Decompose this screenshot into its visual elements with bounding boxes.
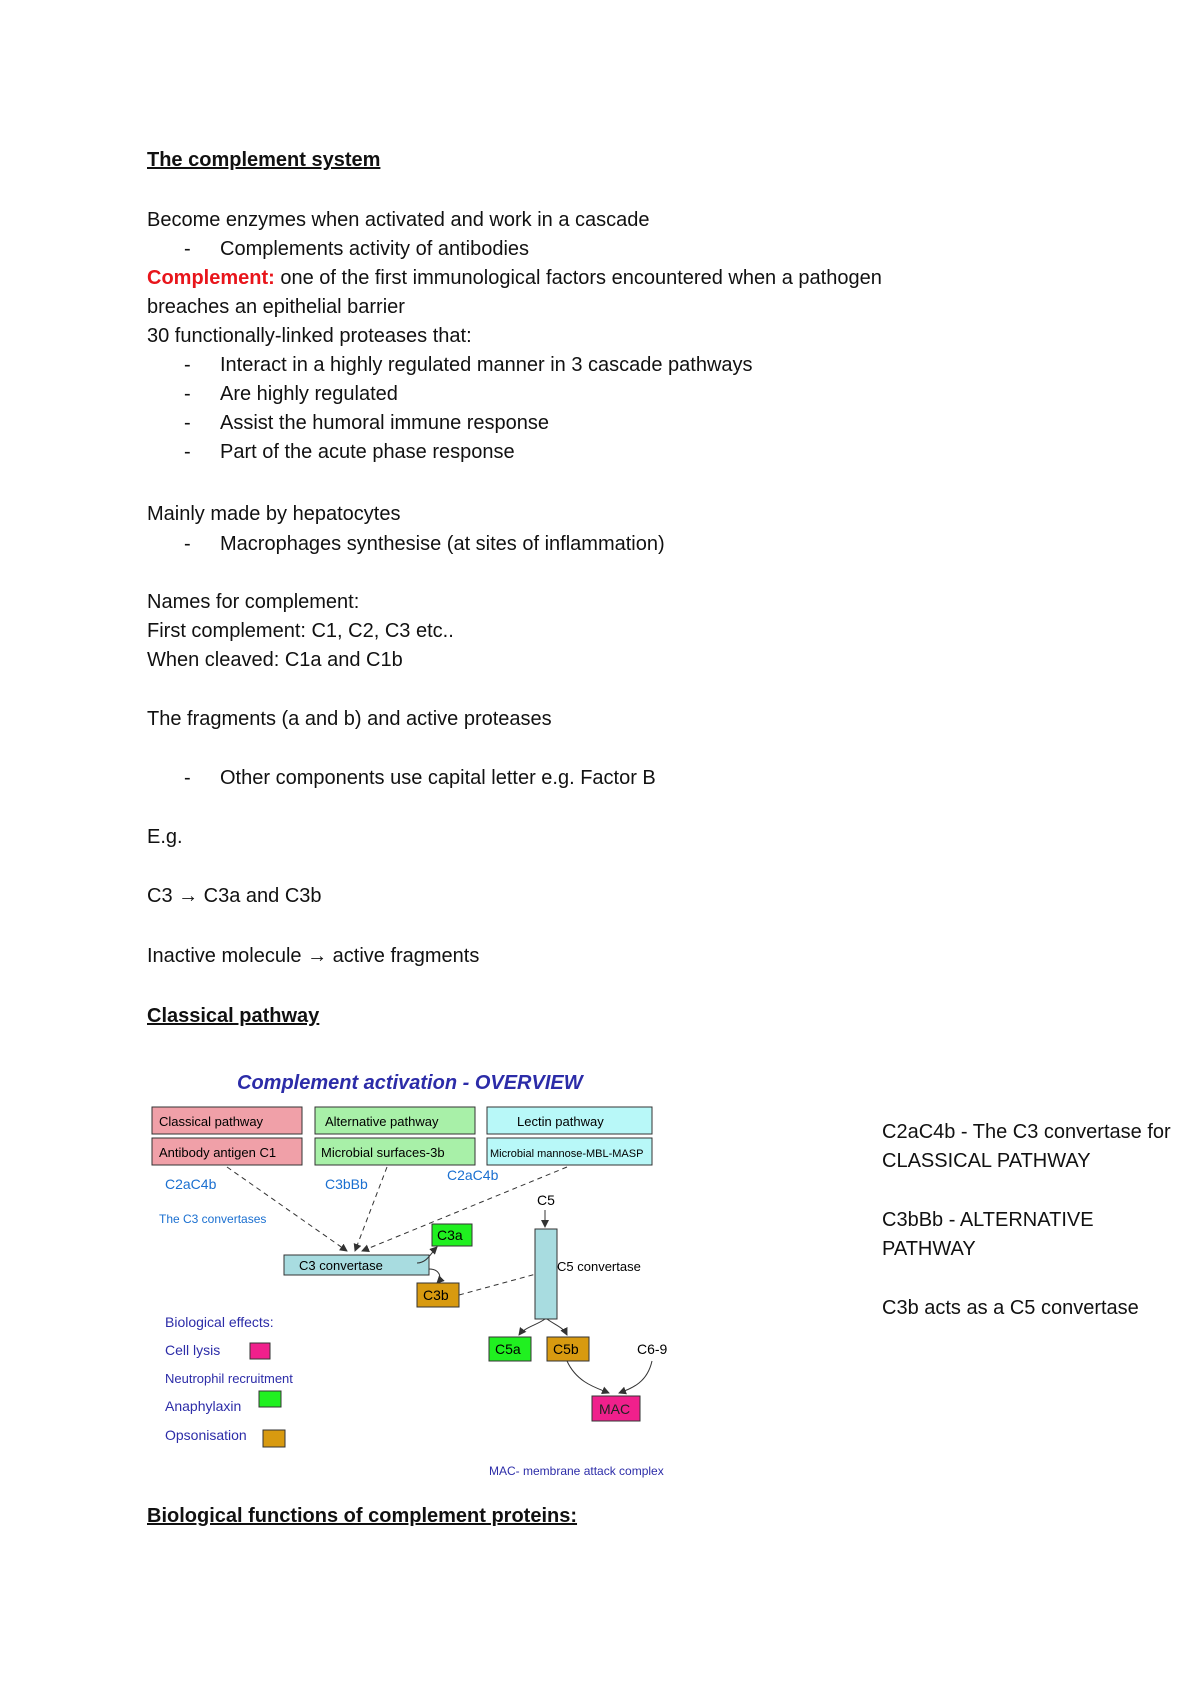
inactive-line: Inactive molecule → active fragments bbox=[147, 945, 480, 967]
names-line: Names for complement: bbox=[147, 591, 360, 613]
side-note-2: C3bBb - ALTERNATIVE PATHWAY bbox=[882, 1209, 1094, 1260]
classical-heading: Classical pathway bbox=[147, 1005, 320, 1027]
definition-line: Complement: one of the first immunological factors encountered when a pathogen bbox=[147, 267, 882, 289]
anaphylaxin-label: Anaphylaxin bbox=[165, 1398, 242, 1414]
side-note-3: C3b acts as a C5 convertase bbox=[882, 1297, 1139, 1319]
names-line: When cleaved: C1a and C1b bbox=[147, 649, 403, 671]
diagram-title: Complement activation - OVERVIEW bbox=[237, 1072, 583, 1094]
functions-heading: Biological functions of complement proteins: bbox=[147, 1505, 578, 1527]
c3-convertases-note: The C3 convertases bbox=[159, 1212, 267, 1226]
opsonisation-swatch bbox=[263, 1430, 285, 1447]
complement-overview-diagram bbox=[147, 1063, 717, 1483]
definition-line-2: breaches an epithelial barrier bbox=[147, 296, 405, 318]
alternative-label: Alternative pathway bbox=[325, 1114, 439, 1129]
classical-label: Classical pathway bbox=[159, 1114, 264, 1129]
c5-convertase-bar bbox=[535, 1229, 557, 1319]
c5a-label: C5a bbox=[495, 1341, 521, 1357]
c2ac4b-right-label: C2aC4b bbox=[447, 1167, 499, 1183]
c6-9-label: C6-9 bbox=[637, 1341, 668, 1357]
names-line: The fragments (a and b) and active proteases bbox=[147, 708, 552, 730]
names-line: First complement: C1, C2, C3 etc.. bbox=[147, 620, 454, 642]
neutrophil-label: Neutrophil recruitment bbox=[165, 1371, 293, 1386]
microbial-label: Microbial surfaces-3b bbox=[321, 1145, 445, 1160]
neutrophil-swatch bbox=[259, 1391, 281, 1407]
lectin-label: Lectin pathway bbox=[517, 1114, 604, 1129]
c5b-label: C5b bbox=[553, 1341, 579, 1357]
c3bbb-label: C3bBb bbox=[325, 1176, 368, 1192]
mac-note: MAC- membrane attack complex bbox=[489, 1464, 664, 1478]
made-line: Mainly made by hepatocytes bbox=[147, 503, 401, 525]
antibody-label: Antibody antigen C1 bbox=[159, 1145, 277, 1160]
definition-term: Complement: bbox=[147, 267, 275, 289]
mannose-label: Microbial mannose-MBL-MASP bbox=[490, 1148, 644, 1160]
proteases-line: 30 functionally-linked proteases that: bbox=[147, 325, 472, 347]
mac-label: MAC bbox=[599, 1401, 631, 1417]
c2ac4b-left-label: C2aC4b bbox=[165, 1176, 217, 1192]
c5-label: C5 bbox=[537, 1192, 555, 1208]
c3b-label: C3b bbox=[423, 1287, 449, 1303]
bio-effects-label: Biological effects: bbox=[165, 1314, 274, 1330]
cell-lysis-swatch bbox=[250, 1343, 270, 1359]
page-title: The complement system bbox=[147, 149, 381, 171]
c3-convertase-label: C3 convertase bbox=[299, 1258, 383, 1273]
intro-line: Become enzymes when activated and work in a cascade bbox=[147, 209, 650, 231]
c3a-label: C3a bbox=[437, 1227, 463, 1243]
cell-lysis-label: Cell lysis bbox=[165, 1342, 221, 1358]
opsonisation-label: Opsonisation bbox=[165, 1427, 247, 1443]
eg-line: E.g. bbox=[147, 826, 183, 848]
side-note-1: C2aC4b - The C3 convertase for CLASSICAL PATHWAY bbox=[882, 1121, 1171, 1172]
c3-example: C3 → C3a and C3b bbox=[147, 885, 322, 907]
c5-convertase-label: C5 convertase bbox=[557, 1259, 641, 1274]
